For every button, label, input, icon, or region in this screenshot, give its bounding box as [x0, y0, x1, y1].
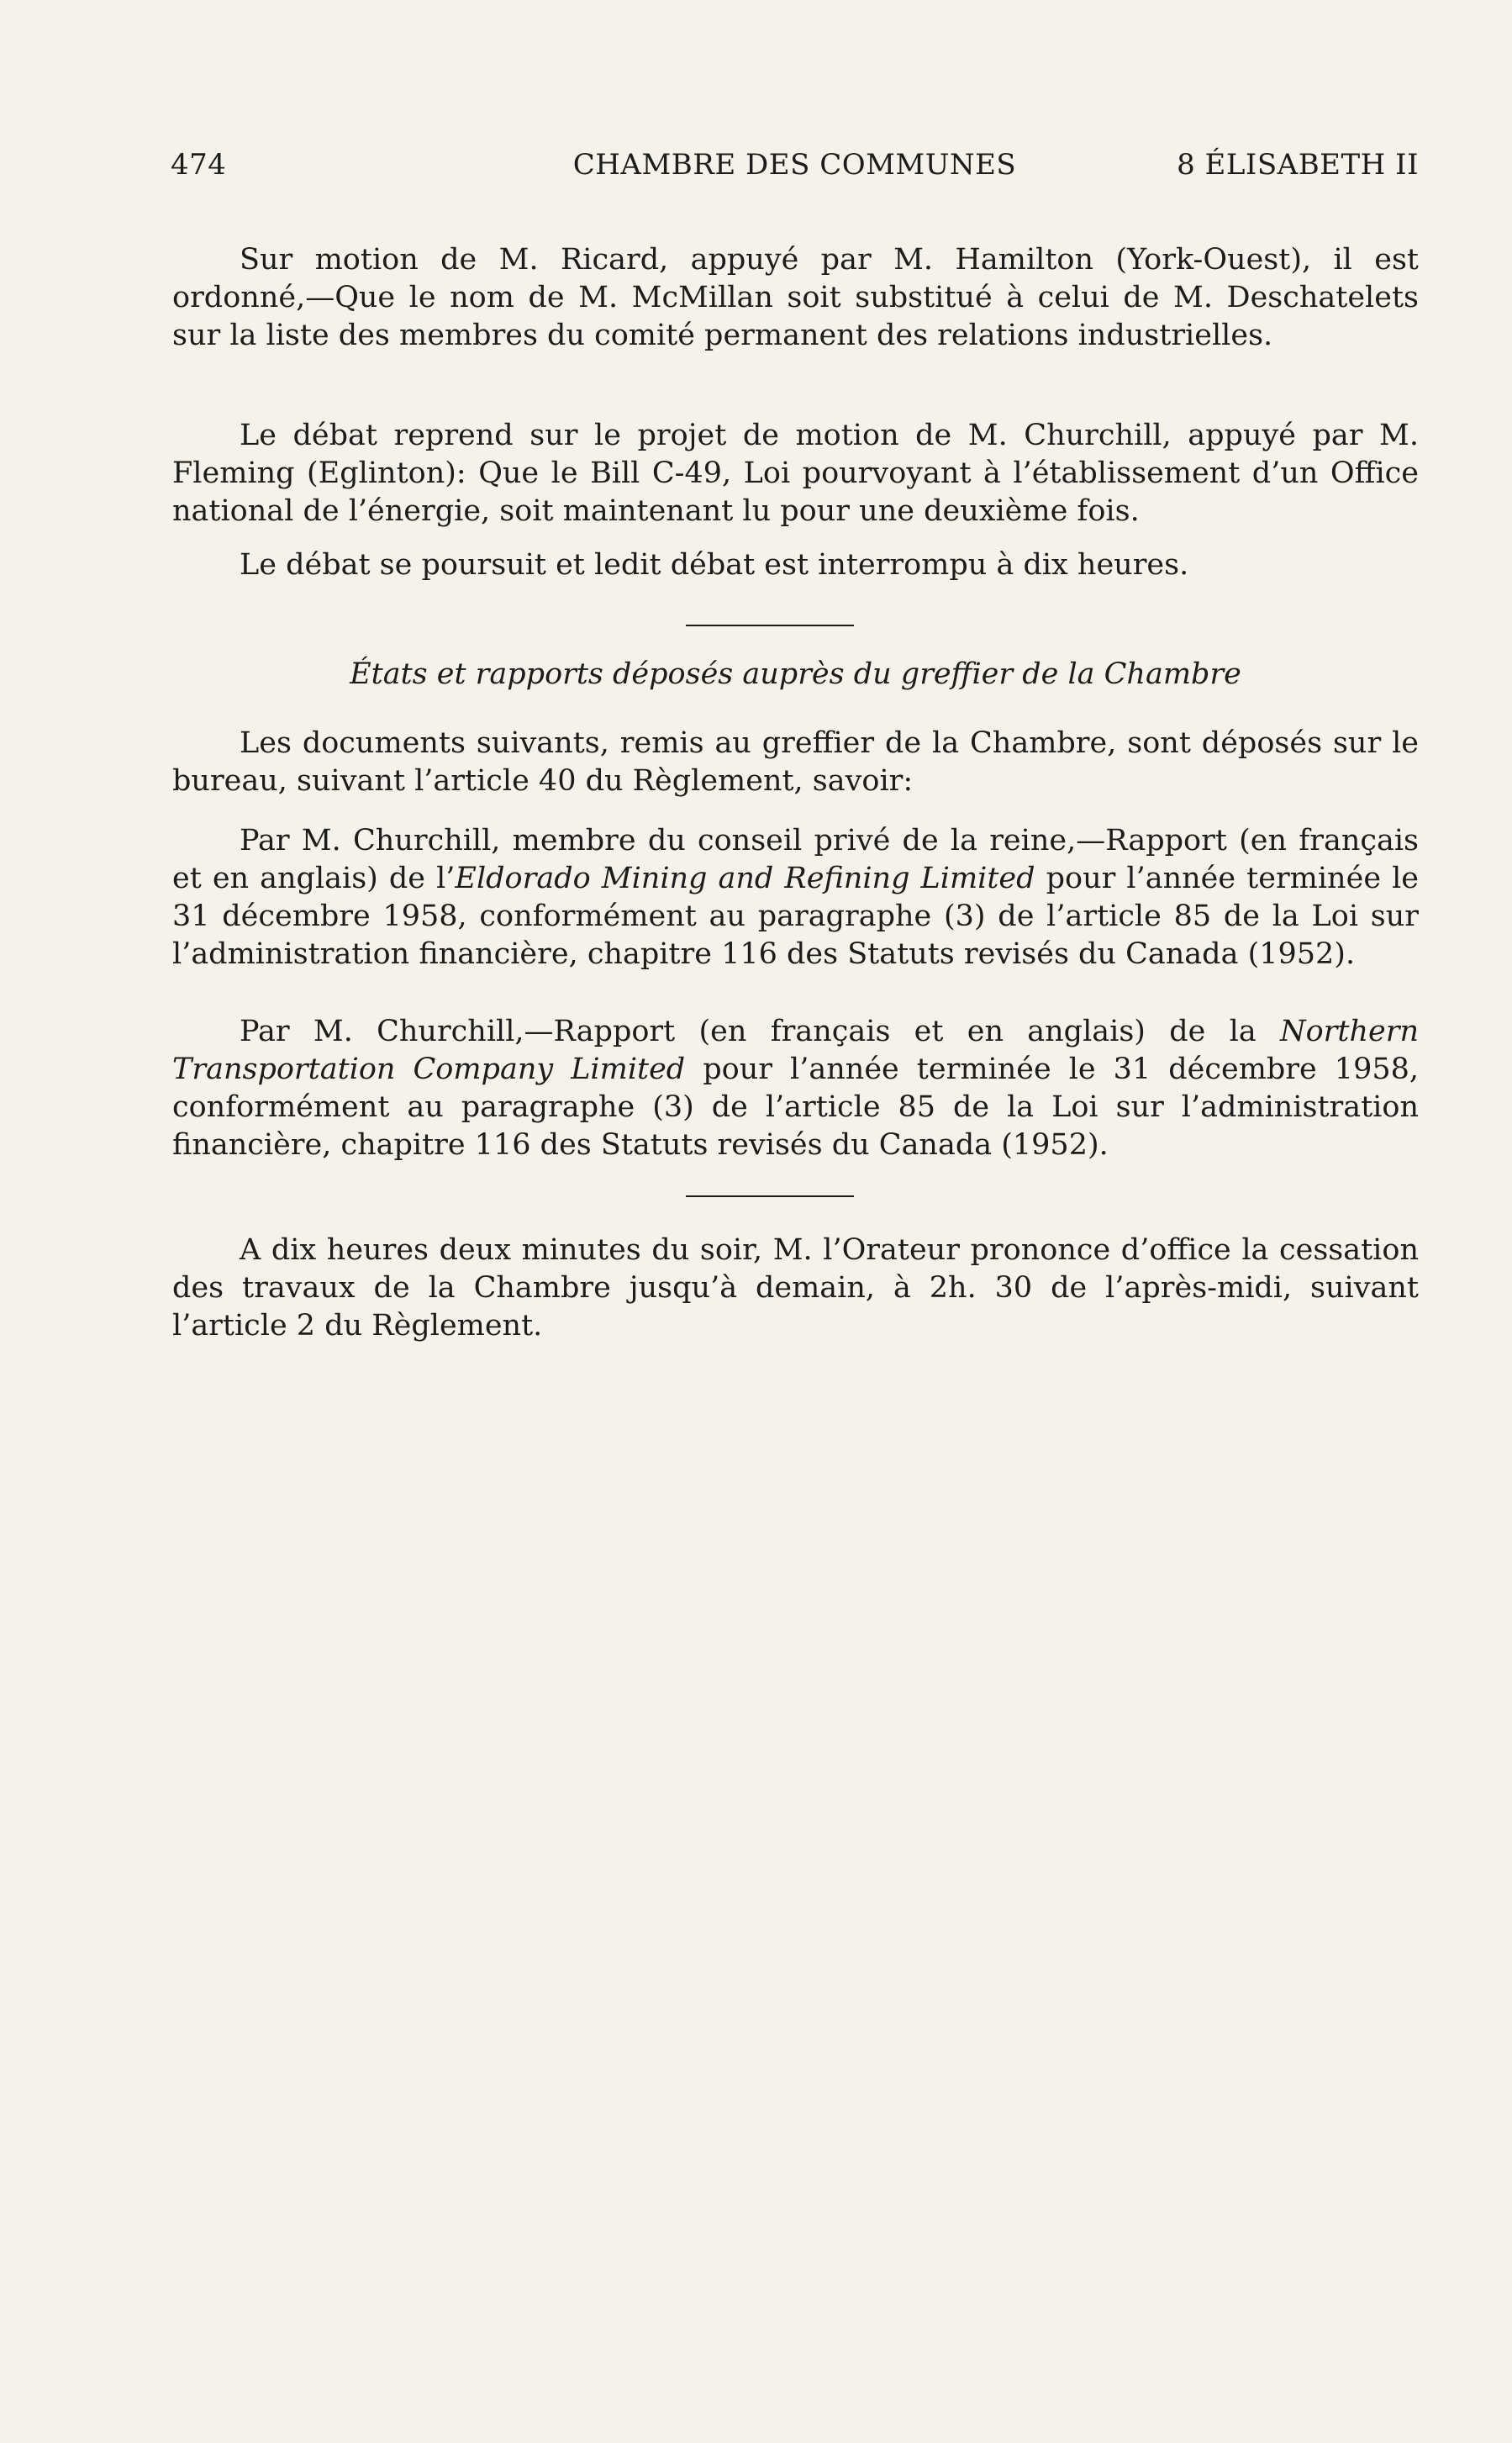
- paragraph-motion-substitution: Sur motion de M. Ricard, appuyé par M. Hamilton (York-Ouest), il est ordonné,—Que le nom de M. McMillan soit substitué à celui de M. Deschatelets sur la liste des membres du comité permanent des relations industrielles.: [172, 243, 1419, 352]
- section-title: États et rapports déposés auprès du greffier de la Chambre: [350, 657, 1241, 691]
- report-eldorado-text-end: pour l’année terminée le 31 décembre 1958, conformément au paragraphe (3) de l’article 85 de la Loi sur l’administration financière, chapitre 116 des Statuts revisés du Canada (1952).: [172, 862, 1419, 971]
- section-divider: [686, 625, 854, 626]
- report-eldorado-text-start: Par M. Churchill, membre du conseil privé de la reine,—Rapport (en français et en anglais) de l’: [172, 824, 1419, 895]
- paragraph-debate-interrupted: Le débat se poursuit et ledit débat est interrompu à dix heures.: [240, 548, 1189, 582]
- paragraph-documents-intro: Les documents suivants, remis au greffier de la Chambre, sont déposés sur le bureau, suivant l’article 40 du Règlement, savoir:: [172, 726, 1419, 798]
- report-northern-text-end: pour l’année terminée le 31 décembre 1958, conformément au paragraphe (3) de l’article 85 de la Loi sur l’administration financière, chapitre 116 des Statuts revisés du Canada (1952).: [172, 1053, 1419, 1162]
- page-header: [171, 148, 1419, 198]
- regnal-year: 8 ÉLISABETH II: [1177, 148, 1419, 182]
- page-number: 474: [171, 148, 227, 182]
- section-divider: [686, 1195, 854, 1197]
- paragraph-debate-resumes: Le débat reprend sur le projet de motion de M. Churchill, appuyé par M. Fleming (Eglinton): Que le Bill C-49, Loi pourvoyant à l’établissement d’un Office national de l’énergie, soit maintenant lu pour une deuxième fois.: [172, 419, 1419, 528]
- report-eldorado-company: Eldorado Mining and Refining Limited: [455, 862, 1035, 895]
- paragraph-adjournment: A dix heures deux minutes du soir, M. l’Orateur prononce d’office la cessation des travaux de la Chambre jusqu’à demain, à 2h. 30 de l’après-midi, suivant l’article 2 du Règlement.: [172, 1233, 1419, 1343]
- running-title: CHAMBRE DES COMMUNES: [572, 148, 1017, 182]
- paragraph-report-northern: [172, 1013, 1419, 1164]
- report-northern-text-start: Par M. Churchill,—Rapport (en français et en anglais) de la: [240, 1015, 1280, 1048]
- paragraph-report-eldorado: [172, 822, 1419, 974]
- report-northern-company: Northern Transportation Company Limited: [172, 1015, 1419, 1086]
